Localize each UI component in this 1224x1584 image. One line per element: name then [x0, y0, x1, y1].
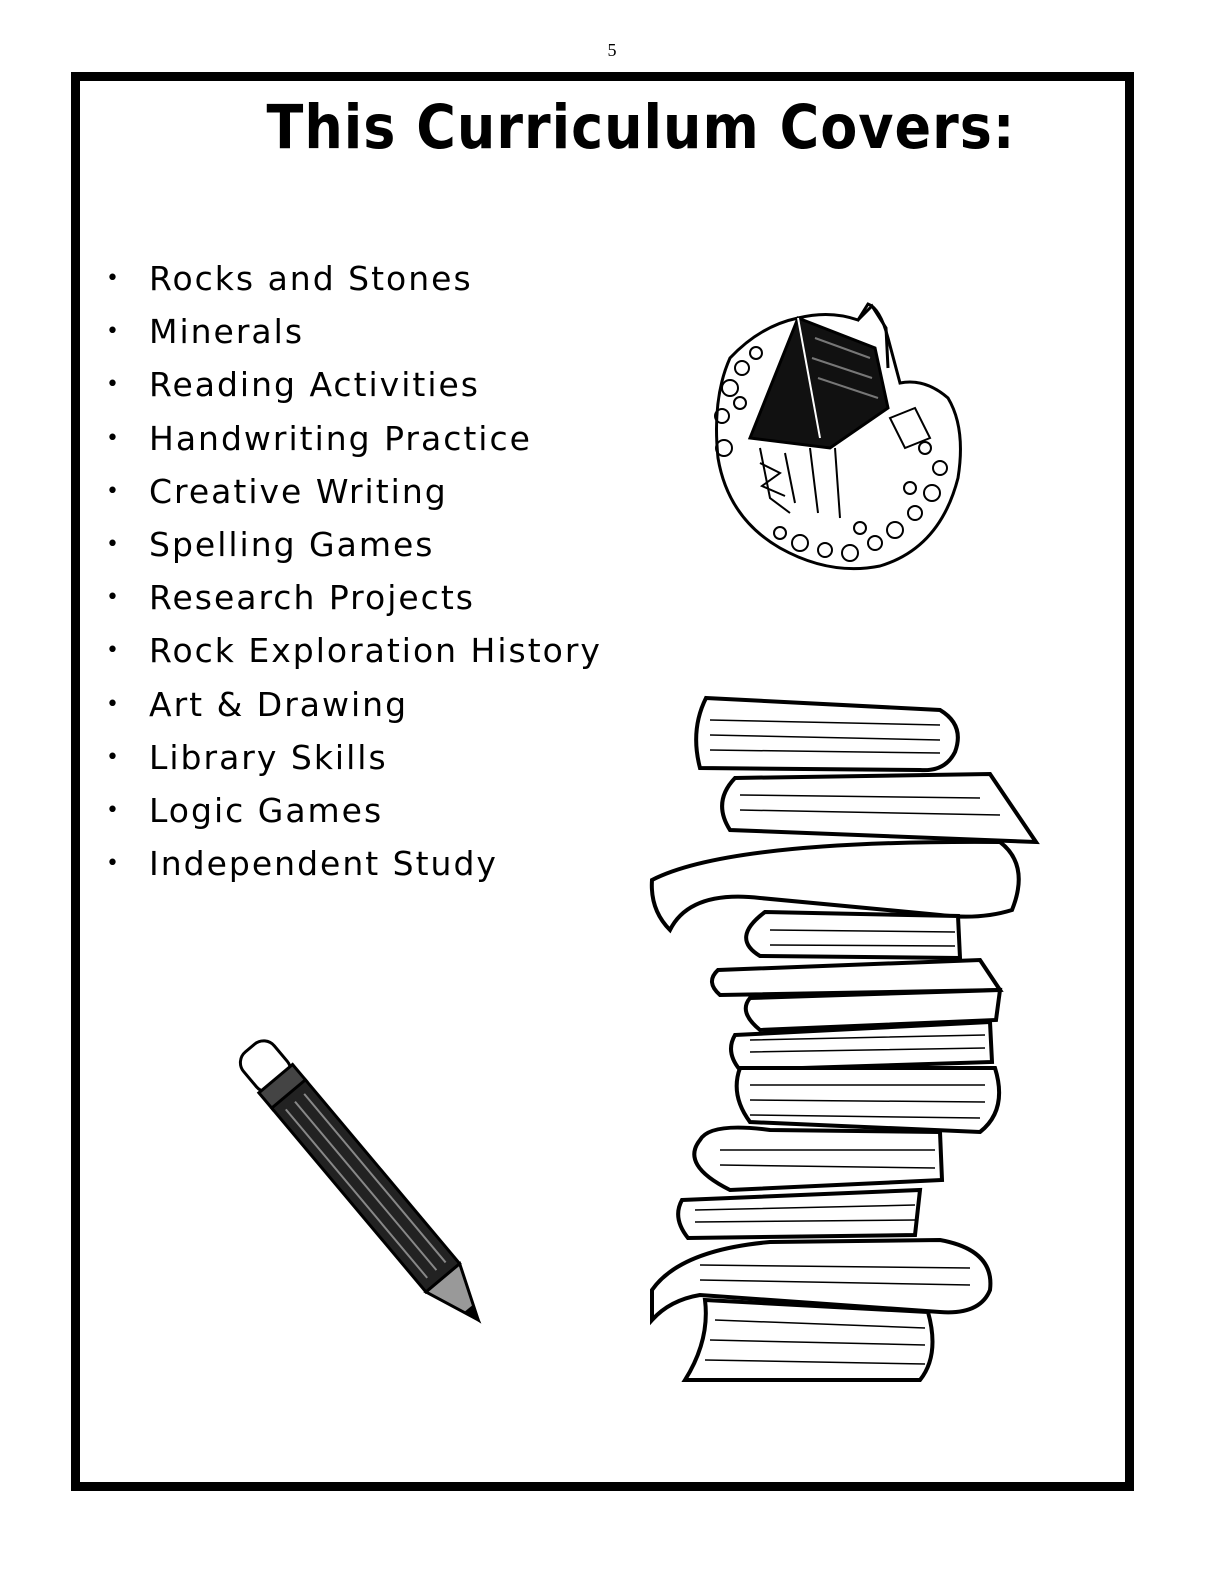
- bullet: •: [106, 691, 121, 717]
- book-stack-illustration: [640, 690, 1045, 1395]
- list-item: [106, 678, 602, 731]
- topic-label: Rock Exploration History: [149, 631, 602, 671]
- list-item: [106, 358, 602, 411]
- bullet: •: [106, 425, 121, 451]
- topic-label: Spelling Games: [149, 524, 435, 564]
- topic-label: Handwriting Practice: [149, 418, 532, 458]
- bullet: •: [106, 372, 121, 398]
- list-item: [106, 412, 602, 465]
- list-item: [106, 518, 602, 571]
- list-item: [106, 465, 602, 518]
- topic-label: Library Skills: [149, 737, 388, 777]
- list-item: [106, 571, 602, 624]
- topic-label: Independent Study: [149, 844, 498, 884]
- topic-list: [106, 252, 602, 890]
- page-number: 5: [607, 40, 617, 60]
- bullet: •: [106, 531, 121, 557]
- bullet: •: [106, 797, 121, 823]
- topic-label: Minerals: [149, 312, 305, 352]
- topic-label: Logic Games: [149, 790, 384, 830]
- topic-label: Art & Drawing: [149, 684, 409, 724]
- list-item: [106, 731, 602, 784]
- bullet: •: [106, 478, 121, 504]
- list-item: [106, 784, 602, 837]
- topic-label: Creative Writing: [149, 471, 448, 511]
- bullet: •: [106, 319, 121, 345]
- list-item: [106, 624, 602, 677]
- bullet: •: [106, 266, 121, 291]
- bullet: •: [106, 585, 121, 611]
- list-item: [106, 837, 602, 890]
- list-item: [106, 252, 602, 305]
- pencil-illustration: [232, 1028, 474, 1320]
- mineral-crystal-illustration: [700, 298, 970, 583]
- bullet: •: [106, 851, 121, 877]
- bullet: •: [106, 744, 121, 770]
- list-item: [106, 305, 602, 358]
- topic-label: Rocks and Stones: [149, 259, 473, 298]
- topic-label: Reading Activities: [149, 365, 480, 405]
- bullet: •: [106, 638, 121, 664]
- page-title: This Curriculum Covers:: [266, 92, 1016, 163]
- topic-label: Research Projects: [149, 578, 475, 618]
